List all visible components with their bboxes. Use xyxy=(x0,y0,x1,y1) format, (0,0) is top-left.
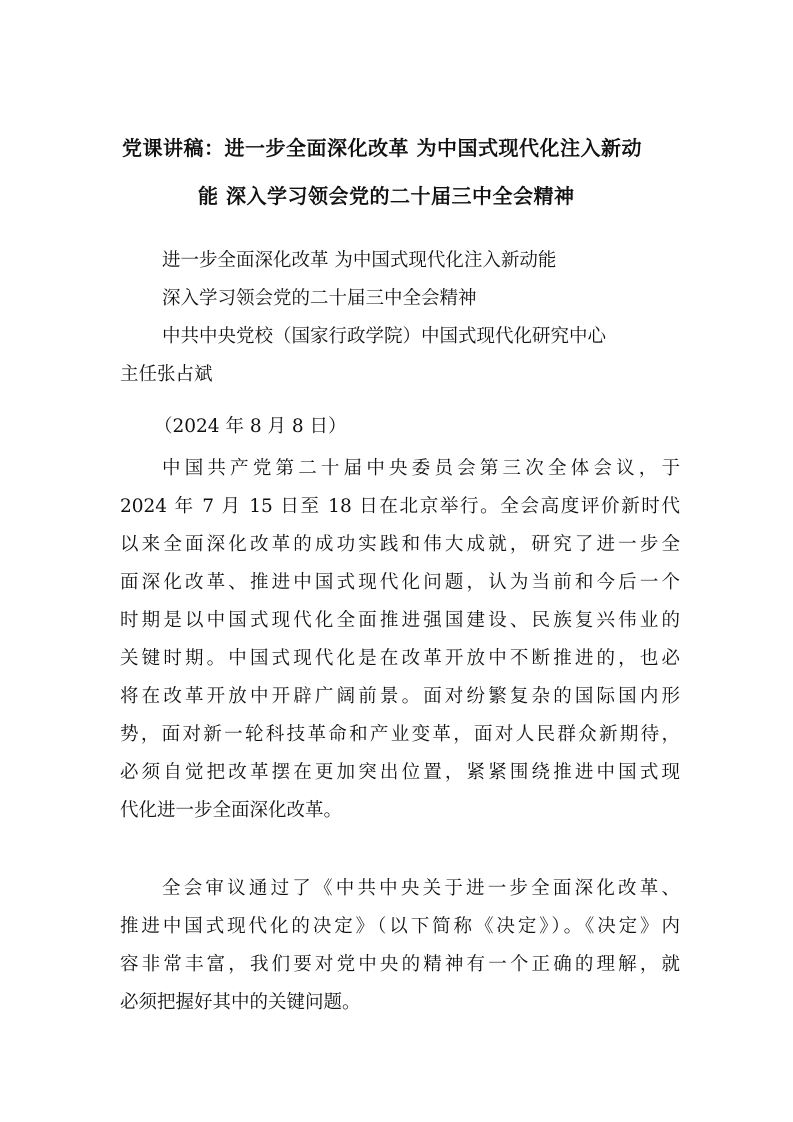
author-name: 主任张占斌 xyxy=(120,364,213,385)
paragraph-line: 全会审议通过了《中共中央关于进一步全面深化改革、 xyxy=(162,878,680,899)
paragraph-line: 代化进一步全面深化改革。 xyxy=(120,800,343,821)
article-subheading: 深入学习领会党的二十届三中全会精神 xyxy=(162,288,477,309)
document-title-line-1: 党课讲稿：进一步全面深化改革 为中国式现代化注入新动 xyxy=(122,136,642,160)
article-heading: 进一步全面深化改革 为中国式现代化注入新动能 xyxy=(162,250,557,271)
paragraph-line: 容非常丰富，我们要对党中央的精神有一个正确的理解，就 xyxy=(120,954,680,975)
paragraph-line: 推进中国式现代化的决定》（以下简称《决定》）。《决定》内 xyxy=(120,916,680,937)
paragraph-line: 关键时期。中国式现代化是在改革开放中不断推进的，也必 xyxy=(120,648,680,669)
paragraph-line: 中国共产党第二十届中央委员会第三次全体会议，于 xyxy=(162,458,680,479)
article-date: （2024 年 8 月 8 日） xyxy=(154,416,347,437)
paragraph-line: 面深化改革、推进中国式现代化问题，认为当前和今后一个 xyxy=(120,572,680,593)
article-date-block xyxy=(120,408,680,446)
paragraph-line: 势，面对新一轮科技革命和产业变革，面对人民群众新期待， xyxy=(120,724,680,745)
paragraph-line: 必须自觉把改革摆在更加突出位置，紧紧围绕推进中国式现 xyxy=(120,762,680,783)
paragraph-line: 2024 年 7 月 15 日至 18 日在北京举行。全会高度评价新时代 xyxy=(120,496,680,517)
paragraph-2 xyxy=(120,870,680,1022)
paragraph-line: 必须把握好其中的关键问题。 xyxy=(120,992,361,1013)
paragraph-line: 以来全面深化改革的成功实践和伟大成就，研究了进一步全 xyxy=(120,534,680,555)
paragraph-line: 时期是以中国式现代化全面推进强国建设、民族复兴伟业的 xyxy=(120,610,680,631)
article-meta xyxy=(120,242,680,394)
document-title-line-2: 能 深入学习领会党的二十届三中全会精神 xyxy=(198,184,575,208)
paragraph-1 xyxy=(120,450,680,830)
author-affiliation: 中共中央党校（国家行政学院）中国式现代化研究中心 xyxy=(162,326,607,347)
paragraph-line: 将在改革开放中开辟广阔前景。面对纷繁复杂的国际国内形 xyxy=(120,686,680,707)
